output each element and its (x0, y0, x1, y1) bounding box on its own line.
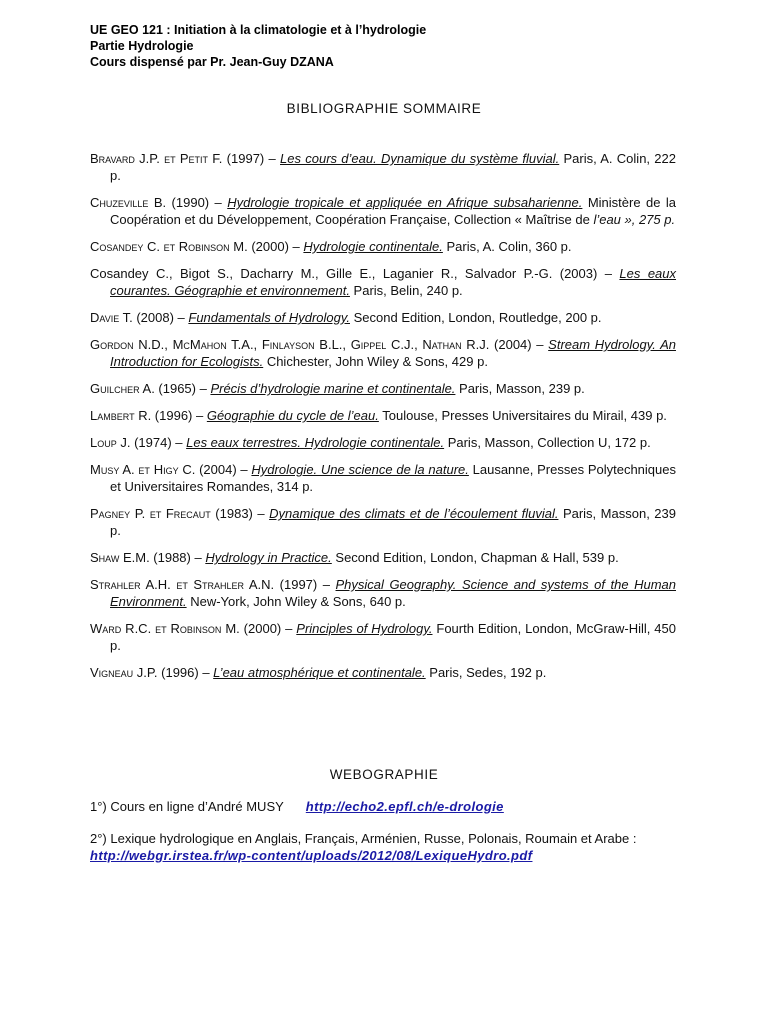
webography-item-text: 2°) Lexique hydrologique en Anglais, Français, Arménien, Russe, Polonais, Roumain et Arabe : (90, 831, 637, 846)
entry-publisher: Second Edition, London, Routledge, 200 p. (350, 310, 602, 325)
entry-author: Strahler (90, 577, 141, 592)
entry-title: Physical Geography. Science and systems of the Human Environment. (110, 577, 676, 609)
entry-author: Finlayson (261, 337, 315, 352)
course-part: Partie Hydrologie (90, 39, 194, 53)
webography-item (90, 830, 676, 864)
entry-author: Musy (90, 462, 120, 477)
bibliography-entry (90, 505, 676, 539)
bibliography-entry (90, 664, 676, 681)
entry-author: Loup (90, 435, 117, 450)
entry-title: Dynamique des climats et de l’écoulement fluvial. (269, 506, 559, 521)
entry-text: A. (1965) – (139, 381, 211, 396)
entry-title: L’eau atmosphérique et continentale. (213, 665, 426, 680)
entry-author: McMahon (172, 337, 227, 352)
entry-text: P. (130, 506, 150, 521)
entry-author: Cosandey (90, 239, 144, 254)
course-code: UE GEO 121 : Initiation à la climatologie et à l’hydrologie (90, 23, 427, 37)
entry-author: Robinson (170, 621, 222, 636)
bibliography-entry (90, 238, 676, 255)
entry-author: et (164, 151, 176, 166)
entry-note: l’eau », 275 p. (593, 212, 676, 227)
entry-author: Lambert (90, 408, 135, 423)
entry-text: Cosandey C., Bigot S., Dacharry M., Gille E., Laganier R., Salvador P.-G. (2003) – (90, 266, 620, 281)
entry-title: Géographie du cycle de l’eau. (206, 408, 379, 423)
bibliography-entry (90, 407, 676, 424)
entry-author: Chuzeville (90, 195, 149, 210)
entry-author: Ward (90, 621, 122, 636)
entry-author: Gippel (350, 337, 387, 352)
entry-text: J. (1974) – (116, 435, 187, 450)
entry-text: C. (143, 239, 164, 254)
entry-author: et (155, 621, 167, 636)
bibliography-list (90, 150, 676, 691)
entry-author: Robinson (178, 239, 230, 254)
entry-text: C.J., (386, 337, 423, 352)
entry-title: Stream Hydrology. An Introduction for Ecologists. (110, 337, 676, 369)
entry-text: C. (2004) – (178, 462, 252, 477)
entry-text: B. (1990) – (148, 195, 228, 210)
entry-title: Les eaux terrestres. Hydrologie continentale. (186, 435, 445, 450)
entry-author: Vigneau (90, 665, 134, 680)
entry-text: M. (2000) – (221, 621, 297, 636)
entry-author: Higy (153, 462, 179, 477)
webography-item-text: 1°) Cours en ligne d’André MUSY (90, 799, 284, 814)
entry-publisher: Fourth Edition, London, McGraw-Hill, 450 p. (110, 621, 676, 653)
entry-publisher: Paris, Sedes, 192 p. (425, 665, 547, 680)
entry-text: T. (2008) – (119, 310, 189, 325)
entry-publisher: Paris, Belin, 240 p. (349, 283, 463, 298)
entry-text: B.L., (314, 337, 351, 352)
entry-title: Les cours d’eau. Dynamique du système fluvial. (280, 151, 560, 166)
webography-item (90, 798, 676, 815)
bibliography-entry (90, 461, 676, 495)
course-teacher: Cours dispensé par Pr. Jean-Guy DZANA (90, 55, 334, 69)
entry-publisher: Chichester, John Wiley & Sons, 429 p. (263, 354, 488, 369)
entry-text: R. (1996) – (134, 408, 207, 423)
entry-text: N.D., (133, 337, 173, 352)
entry-title: Hydrologie tropicale et appliquée en Afrique subsaharienne. (227, 195, 583, 210)
bibliography-entry (90, 549, 676, 566)
entry-author: Petit (179, 151, 209, 166)
entry-title: Hydrology in Practice. (205, 550, 332, 565)
entry-publisher: New-York, John Wiley & Sons, 640 p. (186, 594, 406, 609)
webography-link[interactable]: http://webgr.irstea.fr/wp-content/uploads/2012/08/LexiqueHydro.pdf (90, 848, 533, 863)
entry-publisher: Paris, Masson, 239 p. (110, 506, 676, 538)
bibliography-entry (90, 309, 676, 326)
entry-publisher: Ministère de la Coopération et du Développement, Coopération Française, Collection « Maîtrise de (110, 195, 676, 227)
course-header (90, 22, 690, 70)
entry-title: Fundamentals of Hydrology. (188, 310, 350, 325)
entry-publisher: Paris, Masson, 239 p. (455, 381, 585, 396)
entry-author: et (138, 462, 150, 477)
entry-author: Guilcher (90, 381, 140, 396)
entry-author: et (149, 506, 162, 521)
bibliography-title: BIBLIOGRAPHIE SOMMAIRE (286, 101, 482, 116)
entry-text: E.M. (1988) – (119, 550, 206, 565)
entry-author: Shaw (90, 550, 120, 565)
entry-publisher: Toulouse, Presses Universitaires du Mirail, 439 p. (378, 408, 667, 423)
bibliography-entry (90, 576, 676, 610)
entry-title: Les eaux courantes. Géographie et environnement. (110, 266, 677, 298)
entry-author: Davie (90, 310, 120, 325)
entry-title: Principles of Hydrology. (296, 621, 433, 636)
entry-text: J.P. (134, 151, 165, 166)
entry-text: M. (2000) – (229, 239, 304, 254)
bibliography-entry (90, 150, 676, 184)
bibliography-entry (90, 194, 676, 228)
entry-author: et (163, 239, 176, 254)
entry-author: Pagney (90, 506, 131, 521)
webography-link[interactable]: http://echo2.epfl.ch/e-drologie (305, 799, 504, 814)
entry-author: Bravard (90, 151, 135, 166)
entry-text: A.H. (140, 577, 177, 592)
entry-author: Nathan (422, 337, 462, 352)
entry-text: R.C. (121, 621, 156, 636)
webography-title: WEBOGRAPHIE (329, 767, 439, 782)
bibliography-entry (90, 434, 676, 451)
entry-text: R.J. (2004) – (461, 337, 549, 352)
entry-author: Strahler (193, 577, 245, 592)
entry-text: A. (119, 462, 139, 477)
entry-text: J.P. (1996) – (133, 665, 214, 680)
entry-author: Frecaut (165, 506, 211, 521)
entry-publisher: Paris, A. Colin, 222 p. (110, 151, 676, 183)
entry-publisher: Paris, A. Colin, 360 p. (442, 239, 572, 254)
entry-publisher: Paris, Masson, Collection U, 172 p. (444, 435, 651, 450)
entry-title: Précis d’hydrologie marine et continentale. (210, 381, 456, 396)
bibliography-entry (90, 265, 676, 299)
entry-text: A.N. (1997) – (244, 577, 336, 592)
entry-text: T.A., (226, 337, 262, 352)
entry-publisher: Lausanne, Presses Polytechniques et Universitaires Romandes, 314 p. (110, 462, 676, 494)
bibliography-entry (90, 336, 676, 370)
entry-title: Hydrologie. Une science de la nature. (251, 462, 469, 477)
entry-author: Gordon (90, 337, 134, 352)
entry-text: F. (1997) – (208, 151, 281, 166)
entry-publisher: Second Edition, London, Chapman & Hall, 539 p. (331, 550, 619, 565)
entry-author: et (176, 577, 188, 592)
bibliography-entry (90, 620, 676, 654)
entry-text: (1983) – (210, 506, 270, 521)
entry-title: Hydrologie continentale. (303, 239, 443, 254)
bibliography-entry (90, 380, 676, 397)
